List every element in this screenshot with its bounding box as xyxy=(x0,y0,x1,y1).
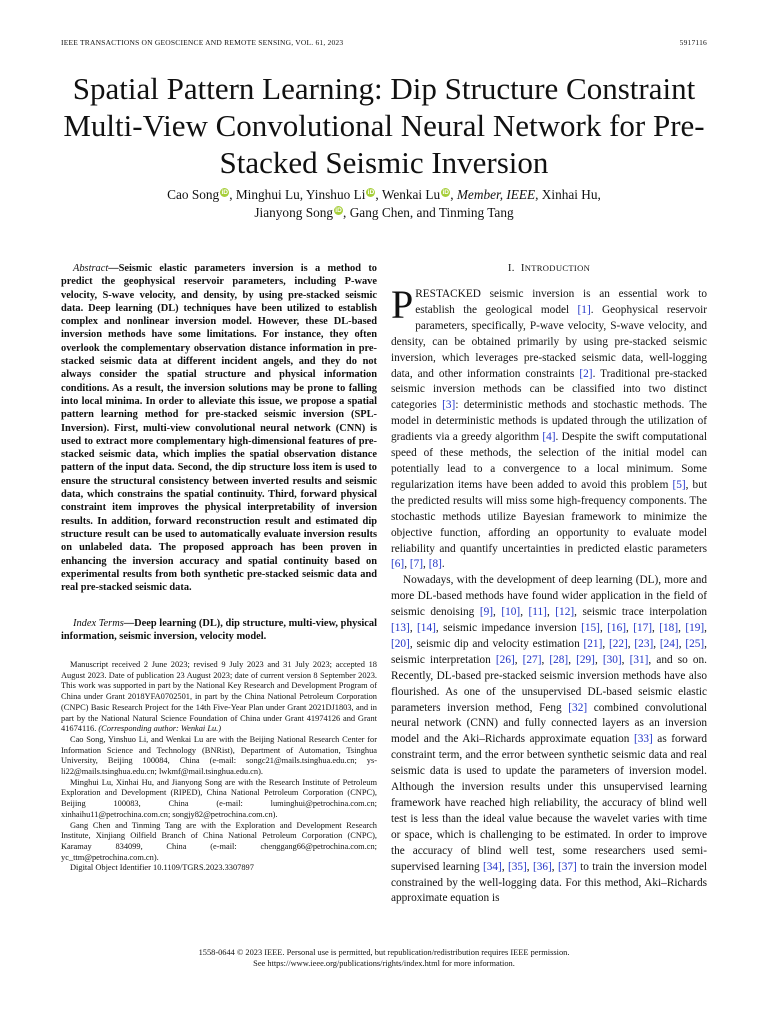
citation-link[interactable]: [17] xyxy=(633,622,653,635)
intro-text-run: , xyxy=(546,606,556,619)
author-name: Xinhai Hu, xyxy=(541,187,601,202)
citation-link[interactable]: [12] xyxy=(555,606,575,619)
orcid-icon[interactable]: iD xyxy=(367,189,375,196)
orcid-icon[interactable]: iD xyxy=(221,189,228,196)
citation-link[interactable]: [25] xyxy=(685,637,705,650)
intro-text-run: , seismic interpretation xyxy=(391,637,707,666)
footnote-manuscript xyxy=(61,660,377,735)
citation-link[interactable]: [3] xyxy=(442,399,456,412)
section-title-rest: NTRODUCTION xyxy=(524,263,591,273)
abstract-label: Abstract xyxy=(73,263,109,274)
intro-text-run: , but the predicted results will miss some high-frequency components. The stochastic methods utilize Bayesian framework to minimize the objective function, affording an opportunity to evaluate model reliability and quantify uncertainties in predicted elastic parameters xyxy=(391,478,707,555)
citation-link[interactable]: [19] xyxy=(685,622,705,635)
intro-text-run: , xyxy=(678,637,686,650)
citation-link[interactable]: [37] xyxy=(557,860,577,873)
intro-text-run: Nowadays, with the development of deep learning (DL), more and more DL-based methods have found wider application in the field of seismic denoising xyxy=(391,574,707,619)
footnote xyxy=(61,660,377,874)
intro-text-run: , xyxy=(626,622,634,635)
intro-text-run: , xyxy=(627,637,635,650)
author-line-1: Cao Song iD, Minghui Lu, Yinshuo Li iD, Wenkai Lu iD, Member, IEEE, Xinhai Hu, xyxy=(167,187,601,202)
citation-link[interactable]: [23] xyxy=(634,637,654,650)
section-heading xyxy=(391,262,707,274)
index-terms-label: Index Terms xyxy=(73,618,124,629)
intro-text-run: , xyxy=(501,860,508,873)
citation-link[interactable]: [26] xyxy=(495,653,515,666)
intro-text-run: , xyxy=(493,606,502,619)
intro-text-run: , xyxy=(423,558,429,571)
intro-paragraph-1 xyxy=(391,282,708,573)
citation-link[interactable]: [6] xyxy=(391,558,405,571)
intro-text-run: , xyxy=(678,622,686,635)
abstract-dash: — xyxy=(108,263,119,274)
copyright-line-2: See https://www.ieee.org/publications/rights/index.html for more information. xyxy=(253,959,515,968)
intro-text-run: , xyxy=(526,860,533,873)
orcid-icon[interactable]: iD xyxy=(335,207,342,214)
intro-text-run: , xyxy=(514,653,523,666)
author-name: Gang Chen, and Tinming Tang xyxy=(349,205,514,220)
citation-link[interactable]: [9] xyxy=(479,606,494,619)
citation-link[interactable]: [35] xyxy=(507,860,527,873)
author-name: Cao Song xyxy=(167,187,220,202)
author-name: Wenkai Lu xyxy=(381,187,441,202)
citation-link[interactable]: [31] xyxy=(629,653,649,666)
citation-link[interactable]: [7] xyxy=(409,558,424,571)
intro-text-run: , and so on. Recently, DL-based pre-stacked seismic inversion methods have also flourished. As one of the unsupervised DL-based seismic elastic parameters inversion method, Feng xyxy=(391,653,707,714)
citation-link[interactable]: [2] xyxy=(579,367,593,380)
citation-link[interactable]: [30] xyxy=(602,653,622,666)
intro-text-run: , xyxy=(568,653,577,666)
intro-text-run: , xyxy=(621,653,630,666)
copyright-notice xyxy=(40,947,728,969)
introduction-text xyxy=(391,282,708,907)
intro-text-run: , seismic impedance inversion xyxy=(435,622,582,635)
footnote-affiliation-1: Cao Song, Yinshuo Li, and Wenkai Lu are with the Beijing National Research Center for Information Science and Technology (BNRist), Department of Automation, Tsinghua University, Beijing 100084, China (e-mail: songc21@mails.tsinghua.edu.cn; ys-li22@mails.tsinghua.edu.cn; lwkmf@mail.tsinghua.edu.cn). xyxy=(61,734,377,777)
citation-link[interactable]: [15] xyxy=(581,622,600,635)
intro-text-run: , xyxy=(653,637,660,650)
copyright-line-1: 1558-0644 © 2023 IEEE. Personal use is permitted, but republication/redistribution requires IEEE permission. xyxy=(198,948,570,957)
intro-text-run: , xyxy=(704,622,707,635)
intro-text-run: , seismic trace interpolation xyxy=(574,606,708,619)
citation-link[interactable]: [1] xyxy=(577,303,591,316)
intro-text-run: , xyxy=(409,622,418,635)
author-line-2: Jianyong Song iD, Gang Chen, and Tinming Tang xyxy=(254,205,514,220)
intro-text-run: , xyxy=(520,606,529,619)
citation-link[interactable]: [11] xyxy=(528,606,547,619)
running-head xyxy=(61,38,707,50)
citation-link[interactable]: [14] xyxy=(417,622,436,635)
author-list xyxy=(60,186,708,222)
citation-link[interactable]: [34] xyxy=(482,860,502,873)
intro-text-run: to train the inversion model constrained by the well-logging data. For this method, Aki–Richards approximate equation is xyxy=(391,860,707,905)
index-terms-text: Deep learning (DL), dip structure, multi-view, physical information, seismic inversion, velocity model. xyxy=(61,618,378,643)
citation-link[interactable]: [5] xyxy=(672,478,686,491)
citation-link[interactable]: [28] xyxy=(549,653,569,666)
footnote-affiliation-2: Minghui Lu, Xinhai Hu, and Jianyong Song are with the Research Institute of Petroleum Exploration and Development (RIPED), China National Petroleum Corporation (CNPC), Beijing 100083, China (e-mail: luminghui@petrochina.com.cn; xinhaihu11@petrochina.com.cn; songjy82@petrochina.com.cn). xyxy=(61,777,377,819)
section-first-letter: I xyxy=(520,262,525,274)
intro-text-run: as forward constraint term, and the error between synthetic seismic data and real seismic data is used to update the parameters of inversion model. Although the inversion results under this unsupervised learning framework have reached high reliability, the accuracy of blind well test is less than the ideal value because the wavelet varies with time or space, which is challenging to be estimated. In order to improve the accuracy of blind well test, some researchers used semi-supervised learning xyxy=(391,733,707,873)
orcid-icon[interactable]: iD xyxy=(442,189,449,196)
citation-link[interactable]: [24] xyxy=(659,637,679,650)
intro-text-run: . Despite the swift computational speed of these methods, the selection of the initial model can potentially lead to a convergence to a local minimum. Some regularization items have been added to avoid this problem xyxy=(391,431,707,491)
intro-text-run: combined convolutional neural network (CNN) and fully connected layers as an inversion model and the Aki–Richards approximate equation xyxy=(391,701,707,746)
citation-link[interactable]: [29] xyxy=(576,653,595,666)
author-name: Minghui Lu xyxy=(235,187,300,202)
footnote-affiliation-3: Gang Chen and Tinming Tang are with the Exploration and Development Research Institute, Xinjiang Oilfield Branch of China National Petroleum Corporation (CNPC), Karamay 834099, China (e-mail: chenggang66@petrochina.com.cn; yc_ttm@petrochina.com.cn). xyxy=(61,820,377,862)
corresponding-author: (Corresponding author: Wenkai Lu.) xyxy=(98,724,222,734)
citation-link[interactable]: [10] xyxy=(501,606,521,619)
citation-link[interactable]: [20] xyxy=(391,637,410,650)
abstract xyxy=(61,262,377,594)
citation-link[interactable]: [8] xyxy=(428,558,442,571)
paper-title: Spatial Pattern Learning: Dip Structure Constraint Multi-View Convolutional Neural Network for Pre-Stacked Seismic Inversion xyxy=(63,71,705,180)
page-number: 5917116 xyxy=(679,38,707,47)
author-name: Member, IEEE xyxy=(456,187,536,202)
citation-link[interactable]: [4] xyxy=(542,431,556,444)
citation-link[interactable]: [27] xyxy=(522,653,542,666)
intro-text-run: , xyxy=(551,860,558,873)
intro-text-run: , xyxy=(652,622,660,635)
citation-link[interactable]: [22] xyxy=(608,637,628,650)
citation-link[interactable]: [16] xyxy=(607,622,626,635)
citation-link[interactable]: [32] xyxy=(568,701,588,714)
journal-name: IEEE TRANSACTIONS ON GEOSCIENCE AND REMOTE SENSING, VOL. 61, 2023 xyxy=(61,38,344,47)
intro-text-run: . Geophysical reservoir parameters, specifically, P-wave velocity, S-wave velocity, and density, can be obtained primarily by using pre-stacked seismic inversion, which leverages pre-stacked seismic data, well-logging data, and other information constraints xyxy=(391,303,708,380)
intro-text-run: . Traditional pre-stacked seismic inversion methods can be classified into two distinct categories xyxy=(391,367,708,412)
author-name: Jianyong Song xyxy=(254,205,334,220)
intro-text-run: , xyxy=(541,653,550,666)
intro-text-run: : deterministic methods and stochastic methods. The model in deterministic methods is updated through the utilization of gradients via a greedy algorithm xyxy=(391,399,707,444)
intro-text-run: , xyxy=(404,558,410,571)
footnote-manuscript-text: Manuscript received 2 June 2023; revised 9 July 2023 and 31 July 2023; accepted 18 August 2023. Date of publication 23 August 2023; date of current version 8 September 2023. This work was supported in part by the National Key Research and Development Program of China under Grant 2018YFA0702501, in part by the China National Petroleum Corporation (CNPC) Basic Research Project for the 14th Five-Year Plan under Grant 2021DJ1803, and in part by the National Natural Science Foundation of China under Grant 41974126 and Grant 41674116. xyxy=(61,660,377,734)
section-number: I. xyxy=(507,262,515,274)
intro-text-run: , xyxy=(594,653,603,666)
citation-link[interactable]: [13] xyxy=(391,622,410,635)
intro-text-run: , xyxy=(602,637,609,650)
citation-link[interactable]: [21] xyxy=(583,637,603,650)
citation-link[interactable]: [18] xyxy=(659,622,679,635)
intro-text-run: , xyxy=(599,622,608,635)
abstract-text: Seismic elastic parameters inversion is a method to predict the geophysical reservoir parameters, including P-wave velocity, S-wave velocity, and density, by using pre-stacked seismic data. Deep learning (DL) techniques have been utilized to establish complex and nonlinear inversion model. However, these DL-based inversion methods have some limitations. For instance, they often overlook the complementary observation distance information in pre-stacked seismic data at different incident angels, and they do not always consider the spatial structure and physical information conditions. As a result, the inversion solutions may be prone to falling into local minima. In order to alleviate this issue, we propose a spatial pattern learning method for pre-stacked seismic inversion (SPL-Inversion). First, multi-view convolutional neural network (CNN) is used to extract more complementary high-dimensional features of pre-stacked seismic data, which implies the spatial observation distance pattern of the input data. Second, the dip structure loss item is used to ensure the structural consistency between inverted results and seismic data, which constrains the spatial continuity. Third, forward physical constraint item improves the physical interpretability of inversion results. In addition, forward reconstruction result and estimated dip structure result can be used to automatically evaluate inversion results on unlabeled data. The proposed approach has been proven in enhancing the inversion accuracy and spatial continuity based on experimental results from both synthetic pre-stacked seismic data and real pre-stacked seismic data. xyxy=(61,263,377,594)
footnote-doi: Digital Object Identifier 10.1109/TGRS.2023.3307897 xyxy=(70,863,254,873)
intro-text-run: RESTACKED seismic inversion is an essential work to establish the geological model xyxy=(415,288,707,316)
intro-text-run: . xyxy=(441,558,445,571)
drop-cap: P xyxy=(391,282,414,327)
index-terms-dash: — xyxy=(123,618,135,629)
citation-link[interactable]: [33] xyxy=(633,733,653,746)
citation-link[interactable]: [36] xyxy=(532,860,552,873)
author-name: Yinshuo Li xyxy=(305,187,366,202)
intro-paragraph-2 xyxy=(391,573,707,907)
index-terms xyxy=(61,617,377,644)
intro-text-run: , seismic dip and velocity estimation xyxy=(409,637,584,650)
